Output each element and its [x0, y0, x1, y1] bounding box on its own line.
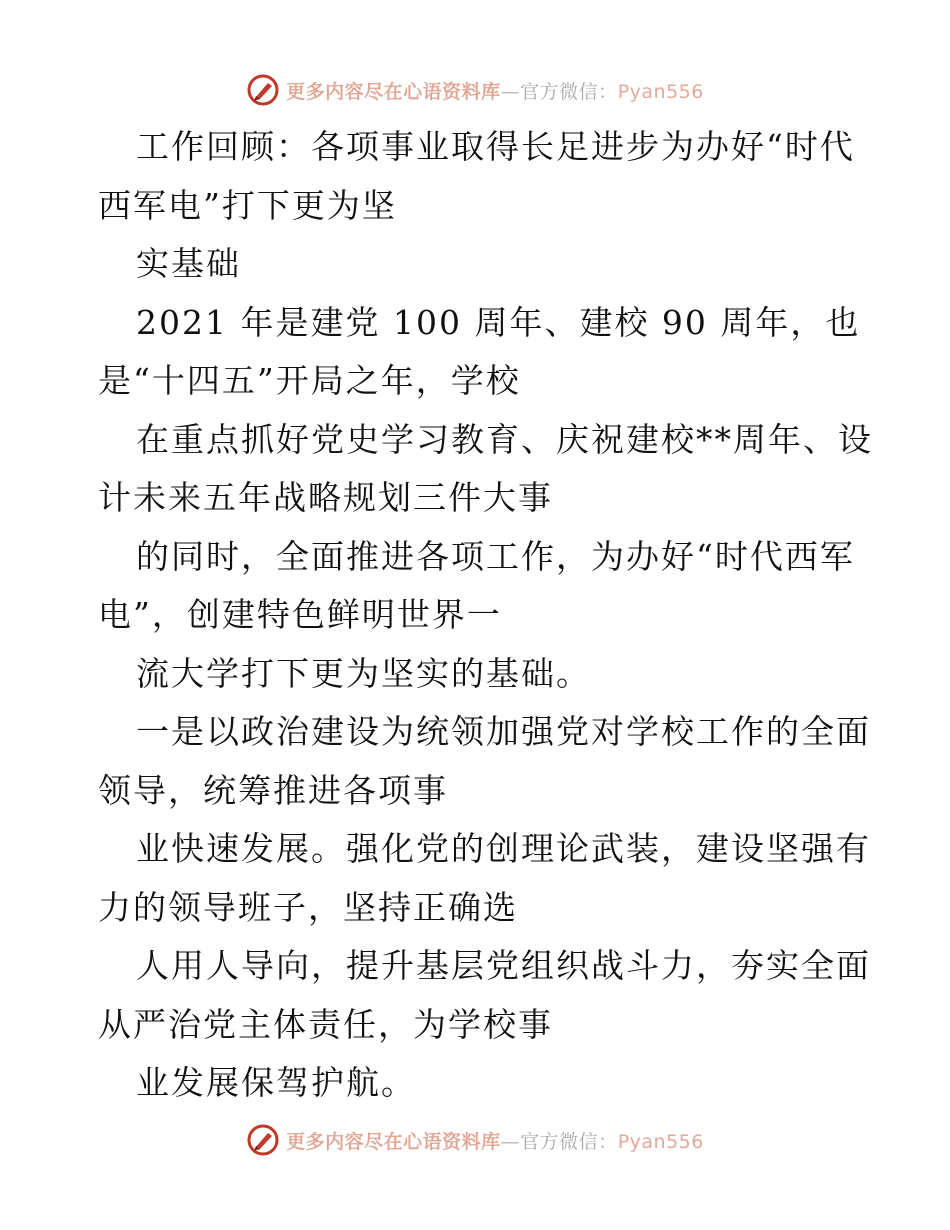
text-line: 力的领导班子，坚持正确选	[98, 887, 518, 927]
watermark-text	[286, 77, 704, 104]
text-line: 业发展保驾护航。	[136, 1063, 416, 1102]
document-body	[98, 118, 873, 1113]
text-line: 领导，统筹推进各项事	[98, 770, 448, 810]
text-line: 计未来五年战略规划三件大事	[98, 478, 553, 517]
footer-watermark	[0, 1120, 950, 1160]
watermark-label: 官方微信：	[520, 1130, 618, 1153]
watermark-dash: —	[500, 1130, 521, 1153]
text-line: 人用人导向，提升基层党组织战斗力，夯实全面	[136, 946, 871, 985]
text-line: 的同时，全面推进各项工作，为办好“时代西军	[136, 536, 855, 576]
text-line: 在重点抓好党史学习教育、庆祝建校**周年、设	[136, 419, 873, 459]
header-watermark	[0, 70, 950, 110]
watermark-handle: Pyan556	[617, 1130, 704, 1153]
watermark-label: 官方微信：	[520, 80, 618, 103]
text-line: 2021 年是建党 100 周年、建校 90 周年，也	[136, 302, 861, 342]
text-line: 业快速发展。强化党的创理论武装，建设坚强有	[136, 829, 871, 868]
text-line: 工作回顾：各项事业取得长足进步为办好“时代	[136, 127, 855, 166]
text-line: 西军电”打下更为坚	[98, 185, 397, 225]
text-line: 是“十四五”开局之年，学校	[98, 361, 521, 400]
watermark-dash: —	[500, 80, 521, 103]
pen-logo-icon	[246, 73, 280, 107]
watermark-brand: 更多内容尽在心语资料库	[286, 80, 501, 103]
text-line: 从严治党主体责任，为学校事	[98, 1004, 553, 1044]
text-line: 一是以政治建设为统领加强党对学校工作的全面	[136, 712, 871, 751]
watermark-brand: 更多内容尽在心语资料库	[286, 1130, 501, 1153]
pen-logo-icon	[246, 1123, 280, 1157]
text-line: 电”，创建特色鲜明世界一	[98, 595, 502, 634]
watermark-text	[286, 1127, 704, 1154]
watermark-handle: Pyan556	[617, 80, 704, 103]
text-line: 实基础	[136, 244, 241, 283]
text-line: 流大学打下更为坚实的基础。	[136, 653, 591, 693]
